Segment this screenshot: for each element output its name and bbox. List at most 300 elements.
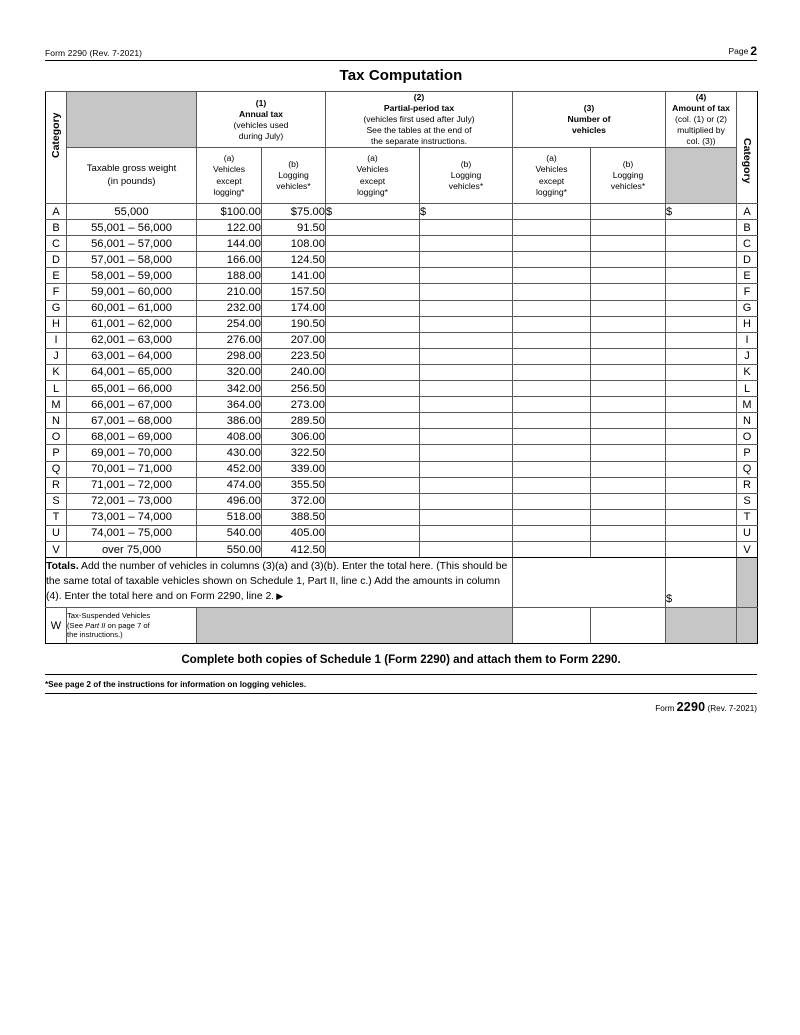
- row-category-right: D: [737, 252, 758, 268]
- row-taxable-gross-weight: 73,001 – 74,000: [67, 509, 197, 525]
- row-amount-of-tax-input[interactable]: [666, 429, 737, 445]
- row-category-right: Q: [737, 461, 758, 477]
- row-number-vehicles-except-logging-input[interactable]: [513, 509, 591, 525]
- subheader-1b-line1: Logging: [278, 169, 309, 180]
- subheader-2b-line1: Logging: [450, 169, 482, 180]
- suspended-line-1: Tax-Suspended Vehicles: [67, 610, 151, 620]
- row-partial-tax-logging-input[interactable]: [420, 252, 513, 268]
- row-number-vehicles-except-logging-input[interactable]: [513, 477, 591, 493]
- row-annual-tax-except-logging: 166.00: [197, 252, 262, 268]
- row-category-left: K: [46, 364, 67, 380]
- row-partial-tax-except-logging-input[interactable]: [326, 509, 420, 525]
- subheader-1b-letter: (b): [288, 158, 299, 169]
- row-partial-tax-logging-input[interactable]: [420, 477, 513, 493]
- row-partial-tax-except-logging-input[interactable]: [326, 332, 420, 348]
- row-category-right: B: [737, 220, 758, 236]
- row-number-vehicles-except-logging-input[interactable]: [513, 348, 591, 364]
- row-category-left: C: [46, 236, 67, 252]
- totals-lead-label: Totals.: [46, 561, 79, 573]
- row-partial-tax-logging-input[interactable]: [420, 445, 513, 461]
- row-number-vehicles-logging-input[interactable]: [591, 364, 666, 380]
- row-annual-tax-except-logging: $100.00: [197, 204, 262, 220]
- row-category-right: U: [737, 525, 758, 541]
- subheader-3a-line1: Vehicles: [535, 164, 568, 175]
- row-taxable-gross-weight: 56,001 – 57,000: [67, 236, 197, 252]
- row-number-vehicles-logging-input[interactable]: [591, 477, 666, 493]
- row-annual-tax-except-logging: 210.00: [197, 284, 262, 300]
- row-annual-tax-except-logging: 144.00: [197, 236, 262, 252]
- logging-footnote: *See page 2 of the instructions for information on logging vehicles.: [45, 675, 757, 694]
- row-number-vehicles-except-logging-input[interactable]: [513, 300, 591, 316]
- row-category-left: V: [46, 541, 67, 557]
- row-category-left: P: [46, 445, 67, 461]
- row-number-vehicles-logging-input[interactable]: [591, 252, 666, 268]
- row-partial-tax-except-logging-input[interactable]: [326, 525, 420, 541]
- weight-header-line2: (in pounds): [107, 175, 156, 187]
- subheader-3a-line3: logging*: [535, 186, 568, 197]
- totals-row: [46, 558, 758, 608]
- row-taxable-gross-weight: 60,001 – 61,000: [67, 300, 197, 316]
- totals-category-gray: [737, 558, 758, 608]
- row-annual-tax-logging: 339.00: [262, 461, 326, 477]
- row-partial-tax-except-logging-input[interactable]: [326, 268, 420, 284]
- header-gray-spacer: [67, 92, 197, 148]
- table-row: [46, 332, 758, 348]
- row-annual-tax-except-logging: 122.00: [197, 220, 262, 236]
- table-row: [46, 284, 758, 300]
- table-row: [46, 364, 758, 380]
- row-annual-tax-logging: 256.50: [262, 381, 326, 397]
- row-taxable-gross-weight: 58,001 – 59,000: [67, 268, 197, 284]
- row-annual-tax-except-logging: 540.00: [197, 525, 262, 541]
- row-partial-tax-except-logging-input[interactable]: [326, 252, 420, 268]
- suspended-number-logging-input[interactable]: [591, 608, 666, 644]
- row-partial-tax-except-logging-input[interactable]: [326, 493, 420, 509]
- row-number-vehicles-except-logging-input[interactable]: [513, 364, 591, 380]
- row-annual-tax-except-logging: 430.00: [197, 445, 262, 461]
- row-number-vehicles-except-logging-input[interactable]: [513, 413, 591, 429]
- row-number-vehicles-logging-input[interactable]: [591, 268, 666, 284]
- row-category-right: F: [737, 284, 758, 300]
- row-amount-of-tax-input[interactable]: [666, 300, 737, 316]
- suspended-line-2: (See Part II on page 7 of: [67, 620, 150, 630]
- row-annual-tax-except-logging: 452.00: [197, 461, 262, 477]
- subheader-1a-letter: (a): [223, 153, 235, 164]
- row-annual-tax-logging: 141.00: [262, 268, 326, 284]
- totals-instruction-text: Totals. Add the number of vehicles in columns (3)(a) and (3)(b). Enter the total here. (This should be the same total of taxable vehicles shown on Schedule 1, Part II, line c.) Add the amounts in column (4). Enter the total here and on Form 2290, line 2. ▶: [46, 558, 513, 608]
- group-1-title: Annual tax: [239, 108, 283, 119]
- row-partial-tax-logging-input[interactable]: [420, 300, 513, 316]
- row-taxable-gross-weight: 57,001 – 58,000: [67, 252, 197, 268]
- row-partial-tax-logging-input[interactable]: [420, 493, 513, 509]
- table-row: [46, 541, 758, 557]
- subheader-3b-line1: Logging: [612, 169, 644, 180]
- row-amount-of-tax-input[interactable]: [666, 284, 737, 300]
- row-amount-of-tax-input[interactable]: [666, 541, 737, 557]
- row-partial-tax-logging-input[interactable]: [420, 541, 513, 557]
- table-row: [46, 461, 758, 477]
- row-partial-tax-logging-input[interactable]: [420, 381, 513, 397]
- row-category-left: R: [46, 477, 67, 493]
- group-4-title: Amount of tax: [672, 103, 730, 113]
- row-amount-of-tax-input[interactable]: [666, 397, 737, 413]
- row-category-right: S: [737, 493, 758, 509]
- table-row: [46, 445, 758, 461]
- suspended-category-letter: W: [46, 608, 67, 644]
- row-number-vehicles-logging-input[interactable]: [591, 300, 666, 316]
- row-annual-tax-logging: 240.00: [262, 364, 326, 380]
- row-annual-tax-except-logging: 496.00: [197, 493, 262, 509]
- row-number-vehicles-except-logging-input[interactable]: [513, 316, 591, 332]
- subheader-2b-line2: vehicles*: [448, 181, 484, 192]
- group-4-note-1: (col. (1) or (2): [674, 114, 728, 124]
- form-page: [45, 0, 757, 714]
- subheader-2a-line3: logging*: [356, 186, 389, 197]
- row-annual-tax-except-logging: 254.00: [197, 316, 262, 332]
- row-annual-tax-logging: 355.50: [262, 477, 326, 493]
- row-category-left: U: [46, 525, 67, 541]
- row-annual-tax-logging: 273.00: [262, 397, 326, 413]
- group-2-note-2: See the tables at the end of: [366, 125, 472, 135]
- subheader-1a-line1: Vehicles: [212, 164, 245, 175]
- group-3-title-2: vehicles: [572, 125, 606, 135]
- row-taxable-gross-weight: 71,001 – 72,000: [67, 477, 197, 493]
- row-taxable-gross-weight: 70,001 – 71,000: [67, 461, 197, 477]
- row-category-right: N: [737, 413, 758, 429]
- row-number-vehicles-logging-input[interactable]: [591, 429, 666, 445]
- row-partial-tax-except-logging-input[interactable]: [326, 381, 420, 397]
- page-number: 2: [750, 44, 757, 58]
- row-annual-tax-logging: 306.00: [262, 429, 326, 445]
- row-partial-tax-logging-input[interactable]: [420, 284, 513, 300]
- row-annual-tax-except-logging: 364.00: [197, 397, 262, 413]
- row-number-vehicles-except-logging-input[interactable]: [513, 332, 591, 348]
- table-header-sub-row: [46, 148, 758, 204]
- row-category-left: A: [46, 204, 67, 220]
- row-annual-tax-logging: 207.00: [262, 332, 326, 348]
- row-number-vehicles-except-logging-input[interactable]: [513, 268, 591, 284]
- row-category-left: N: [46, 413, 67, 429]
- subheader-2a-letter: (a): [367, 153, 378, 164]
- row-category-left: D: [46, 252, 67, 268]
- suspended-gray-spacer: [197, 608, 513, 644]
- subheader-2a: [326, 148, 420, 204]
- row-annual-tax-logging: 289.50: [262, 413, 326, 429]
- row-number-vehicles-logging-input[interactable]: [591, 332, 666, 348]
- subheader-3a: [513, 148, 591, 204]
- table-row: [46, 477, 758, 493]
- row-number-vehicles-logging-input[interactable]: [591, 220, 666, 236]
- row-category-right: R: [737, 477, 758, 493]
- row-partial-tax-except-logging-input[interactable]: [326, 413, 420, 429]
- form-footer-rev: (Rev. 7-2021): [707, 704, 757, 714]
- row-annual-tax-logging: 372.00: [262, 493, 326, 509]
- row-taxable-gross-weight: 67,001 – 68,000: [67, 413, 197, 429]
- row-category-right: V: [737, 541, 758, 557]
- row-amount-of-tax-input[interactable]: [666, 381, 737, 397]
- table-row: [46, 316, 758, 332]
- row-number-vehicles-except-logging-input[interactable]: [513, 252, 591, 268]
- row-number-vehicles-except-logging-input[interactable]: [513, 381, 591, 397]
- row-amount-of-tax-input[interactable]: [666, 493, 737, 509]
- row-partial-tax-logging-input[interactable]: $: [420, 204, 513, 220]
- row-category-right: J: [737, 348, 758, 364]
- row-category-left: E: [46, 268, 67, 284]
- suspended-amount-gray: [666, 608, 737, 644]
- row-annual-tax-except-logging: 408.00: [197, 429, 262, 445]
- row-number-vehicles-logging-input[interactable]: [591, 284, 666, 300]
- row-category-left: M: [46, 397, 67, 413]
- row-number-vehicles-logging-input[interactable]: [591, 397, 666, 413]
- row-partial-tax-except-logging-input[interactable]: [326, 348, 420, 364]
- row-partial-tax-logging-input[interactable]: [420, 413, 513, 429]
- row-category-right: I: [737, 332, 758, 348]
- header-group-1: [197, 92, 326, 148]
- row-category-right: A: [737, 204, 758, 220]
- row-amount-of-tax-input[interactable]: [666, 348, 737, 364]
- weight-column-header: [67, 148, 197, 204]
- row-annual-tax-logging: 91.50: [262, 220, 326, 236]
- row-amount-of-tax-input[interactable]: [666, 252, 737, 268]
- row-number-vehicles-except-logging-input[interactable]: [513, 236, 591, 252]
- group-1-number: (1): [255, 97, 267, 108]
- row-amount-of-tax-input[interactable]: [666, 364, 737, 380]
- row-amount-of-tax-input[interactable]: [666, 268, 737, 284]
- group-4-number: (4): [695, 92, 707, 102]
- table-row: [46, 509, 758, 525]
- row-category-left: O: [46, 429, 67, 445]
- row-amount-of-tax-input[interactable]: [666, 413, 737, 429]
- row-partial-tax-logging-input[interactable]: [420, 397, 513, 413]
- row-category-left: T: [46, 509, 67, 525]
- row-number-vehicles-logging-input[interactable]: [591, 445, 666, 461]
- row-amount-of-tax-input[interactable]: [666, 220, 737, 236]
- row-annual-tax-except-logging: 518.00: [197, 509, 262, 525]
- page-label: Page: [728, 46, 749, 56]
- page-header: [45, 0, 757, 61]
- row-partial-tax-except-logging-input[interactable]: [326, 429, 420, 445]
- row-partial-tax-except-logging-input[interactable]: [326, 284, 420, 300]
- suspended-part-ii-italic: Part II: [85, 620, 106, 630]
- row-partial-tax-except-logging-input[interactable]: [326, 397, 420, 413]
- table-row: [46, 348, 758, 364]
- row-category-right: L: [737, 381, 758, 397]
- row-taxable-gross-weight: 69,001 – 70,000: [67, 445, 197, 461]
- row-annual-tax-logging: 190.50: [262, 316, 326, 332]
- row-number-vehicles-logging-input[interactable]: [591, 204, 666, 220]
- form-identifier: Form 2290 (Rev. 7-2021): [45, 48, 143, 58]
- row-number-vehicles-except-logging-input[interactable]: [513, 204, 591, 220]
- row-taxable-gross-weight: 63,001 – 64,000: [67, 348, 197, 364]
- row-annual-tax-except-logging: 342.00: [197, 381, 262, 397]
- group-1-note-2: during July): [238, 130, 284, 141]
- row-amount-of-tax-input[interactable]: [666, 525, 737, 541]
- row-category-left: L: [46, 381, 67, 397]
- row-annual-tax-except-logging: 386.00: [197, 413, 262, 429]
- weight-header-line1: Taxable gross weight: [86, 163, 177, 175]
- subheader-3b-line2: vehicles*: [610, 181, 646, 192]
- row-category-left: I: [46, 332, 67, 348]
- table-row: [46, 204, 758, 220]
- row-number-vehicles-logging-input[interactable]: [591, 413, 666, 429]
- group-4-note-3: col. (3)): [686, 136, 716, 146]
- table-row: [46, 268, 758, 284]
- row-taxable-gross-weight: 64,001 – 65,000: [67, 364, 197, 380]
- row-number-vehicles-logging-input[interactable]: [591, 541, 666, 557]
- suspended-line-3: the instructions.): [67, 630, 123, 640]
- row-number-vehicles-logging-input[interactable]: [591, 316, 666, 332]
- row-partial-tax-except-logging-input[interactable]: [326, 300, 420, 316]
- table-row: [46, 381, 758, 397]
- row-number-vehicles-logging-input[interactable]: [591, 509, 666, 525]
- row-category-right: G: [737, 300, 758, 316]
- row-number-vehicles-except-logging-input[interactable]: [513, 493, 591, 509]
- row-number-vehicles-logging-input[interactable]: [591, 381, 666, 397]
- row-number-vehicles-except-logging-input[interactable]: [513, 445, 591, 461]
- row-partial-tax-logging-input[interactable]: [420, 525, 513, 541]
- row-partial-tax-except-logging-input[interactable]: [326, 236, 420, 252]
- row-partial-tax-logging-input[interactable]: [420, 220, 513, 236]
- row-annual-tax-logging: 174.00: [262, 300, 326, 316]
- row-annual-tax-logging: 412.50: [262, 541, 326, 557]
- row-annual-tax-logging: 157.50: [262, 284, 326, 300]
- row-annual-tax-logging: 223.50: [262, 348, 326, 364]
- group-3-number: (3): [583, 103, 595, 113]
- row-partial-tax-except-logging-input[interactable]: [326, 461, 420, 477]
- subheader-2a-line2: except: [359, 175, 386, 186]
- row-partial-tax-logging-input[interactable]: [420, 461, 513, 477]
- row-amount-of-tax-input[interactable]: [666, 445, 737, 461]
- group-2-title: Partial-period tax: [383, 103, 455, 113]
- subheader-2a-line1: Vehicles: [356, 164, 389, 175]
- row-amount-of-tax-input[interactable]: $: [666, 204, 737, 220]
- row-partial-tax-logging-input[interactable]: [420, 509, 513, 525]
- row-partial-tax-except-logging-input[interactable]: [326, 220, 420, 236]
- group-2-note-1: (vehicles first used after July): [363, 114, 475, 124]
- row-taxable-gross-weight: 62,001 – 63,000: [67, 332, 197, 348]
- row-partial-tax-except-logging-input[interactable]: [326, 445, 420, 461]
- row-amount-of-tax-input[interactable]: [666, 509, 737, 525]
- suspended-category-gray: [737, 608, 758, 644]
- row-number-vehicles-except-logging-input[interactable]: [513, 525, 591, 541]
- row-amount-of-tax-input[interactable]: [666, 236, 737, 252]
- form-footer: [45, 694, 757, 714]
- row-partial-tax-logging-input[interactable]: [420, 236, 513, 252]
- subheader-1b: [262, 148, 326, 204]
- row-annual-tax-except-logging: 298.00: [197, 348, 262, 364]
- row-annual-tax-logging: 108.00: [262, 236, 326, 252]
- group-2-note-3: the separate instructions.: [370, 136, 468, 146]
- row-category-left: F: [46, 284, 67, 300]
- row-annual-tax-logging: 322.50: [262, 445, 326, 461]
- row-taxable-gross-weight: 72,001 – 73,000: [67, 493, 197, 509]
- header-group-3: [513, 92, 666, 148]
- row-amount-of-tax-input[interactable]: [666, 332, 737, 348]
- table-row: [46, 429, 758, 445]
- subheader-1a-line3: logging*: [213, 186, 245, 197]
- row-number-vehicles-except-logging-input[interactable]: [513, 461, 591, 477]
- row-number-vehicles-logging-input[interactable]: [591, 461, 666, 477]
- row-category-right: C: [737, 236, 758, 252]
- group-3-title-1: Number of: [567, 114, 611, 124]
- row-partial-tax-logging-input[interactable]: [420, 332, 513, 348]
- row-annual-tax-logging: $75.00: [262, 204, 326, 220]
- table-row: [46, 397, 758, 413]
- table-row: [46, 236, 758, 252]
- row-partial-tax-logging-input[interactable]: [420, 348, 513, 364]
- row-category-right: E: [737, 268, 758, 284]
- row-number-vehicles-except-logging-input[interactable]: [513, 429, 591, 445]
- complete-schedule-note: Complete both copies of Schedule 1 (Form 2290) and attach them to Form 2290.: [45, 644, 757, 675]
- row-number-vehicles-except-logging-input[interactable]: [513, 397, 591, 413]
- row-category-right: K: [737, 364, 758, 380]
- row-partial-tax-except-logging-input[interactable]: $: [326, 204, 420, 220]
- row-annual-tax-except-logging: 474.00: [197, 477, 262, 493]
- subheader-3a-line2: except: [538, 175, 565, 186]
- page-number-block: [728, 44, 757, 58]
- row-partial-tax-except-logging-input[interactable]: [326, 477, 420, 493]
- row-number-vehicles-except-logging-input[interactable]: [513, 220, 591, 236]
- row-taxable-gross-weight: 59,001 – 60,000: [67, 284, 197, 300]
- row-annual-tax-logging: 405.00: [262, 525, 326, 541]
- row-category-right: H: [737, 316, 758, 332]
- row-number-vehicles-except-logging-input[interactable]: [513, 541, 591, 557]
- row-number-vehicles-logging-input[interactable]: [591, 525, 666, 541]
- row-partial-tax-logging-input[interactable]: [420, 268, 513, 284]
- row-partial-tax-except-logging-input[interactable]: [326, 541, 420, 557]
- row-category-left: B: [46, 220, 67, 236]
- suspended-number-except-logging-input[interactable]: [513, 608, 591, 644]
- totals-number-of-vehicles-input[interactable]: [513, 558, 666, 608]
- row-annual-tax-logging: 388.50: [262, 509, 326, 525]
- row-partial-tax-except-logging-input[interactable]: [326, 364, 420, 380]
- row-number-vehicles-logging-input[interactable]: [591, 348, 666, 364]
- page-title: Tax Computation: [339, 67, 463, 84]
- form-footer-number: 2290: [676, 700, 706, 715]
- row-taxable-gross-weight: 74,001 – 75,000: [67, 525, 197, 541]
- table-row: [46, 252, 758, 268]
- row-partial-tax-logging-input[interactable]: [420, 429, 513, 445]
- row-partial-tax-logging-input[interactable]: [420, 364, 513, 380]
- row-category-left: H: [46, 316, 67, 332]
- tax-suspended-row: [46, 608, 758, 644]
- row-number-vehicles-logging-input[interactable]: [591, 236, 666, 252]
- row-number-vehicles-except-logging-input[interactable]: [513, 284, 591, 300]
- totals-arrow-icon: . ▶: [271, 590, 284, 601]
- category-label-right: Category: [737, 92, 758, 204]
- subheader-1a-line2: except: [216, 175, 242, 186]
- tax-computation-table: [45, 91, 758, 644]
- category-label-left: Category: [46, 92, 67, 204]
- suspended-description: [67, 608, 197, 644]
- totals-amount-of-tax-input[interactable]: $: [666, 558, 737, 608]
- row-taxable-gross-weight: 55,001 – 56,000: [67, 220, 197, 236]
- header-group-4: [666, 92, 737, 148]
- row-partial-tax-except-logging-input[interactable]: [326, 316, 420, 332]
- row-partial-tax-logging-input[interactable]: [420, 316, 513, 332]
- table-row: [46, 220, 758, 236]
- row-amount-of-tax-input[interactable]: [666, 477, 737, 493]
- row-amount-of-tax-input[interactable]: [666, 316, 737, 332]
- row-taxable-gross-weight: 65,001 – 66,000: [67, 381, 197, 397]
- row-category-left: G: [46, 300, 67, 316]
- row-taxable-gross-weight: over 75,000: [67, 541, 197, 557]
- row-annual-tax-except-logging: 188.00: [197, 268, 262, 284]
- table-row: [46, 300, 758, 316]
- row-number-vehicles-logging-input[interactable]: [591, 493, 666, 509]
- table-row: [46, 493, 758, 509]
- row-amount-of-tax-input[interactable]: [666, 461, 737, 477]
